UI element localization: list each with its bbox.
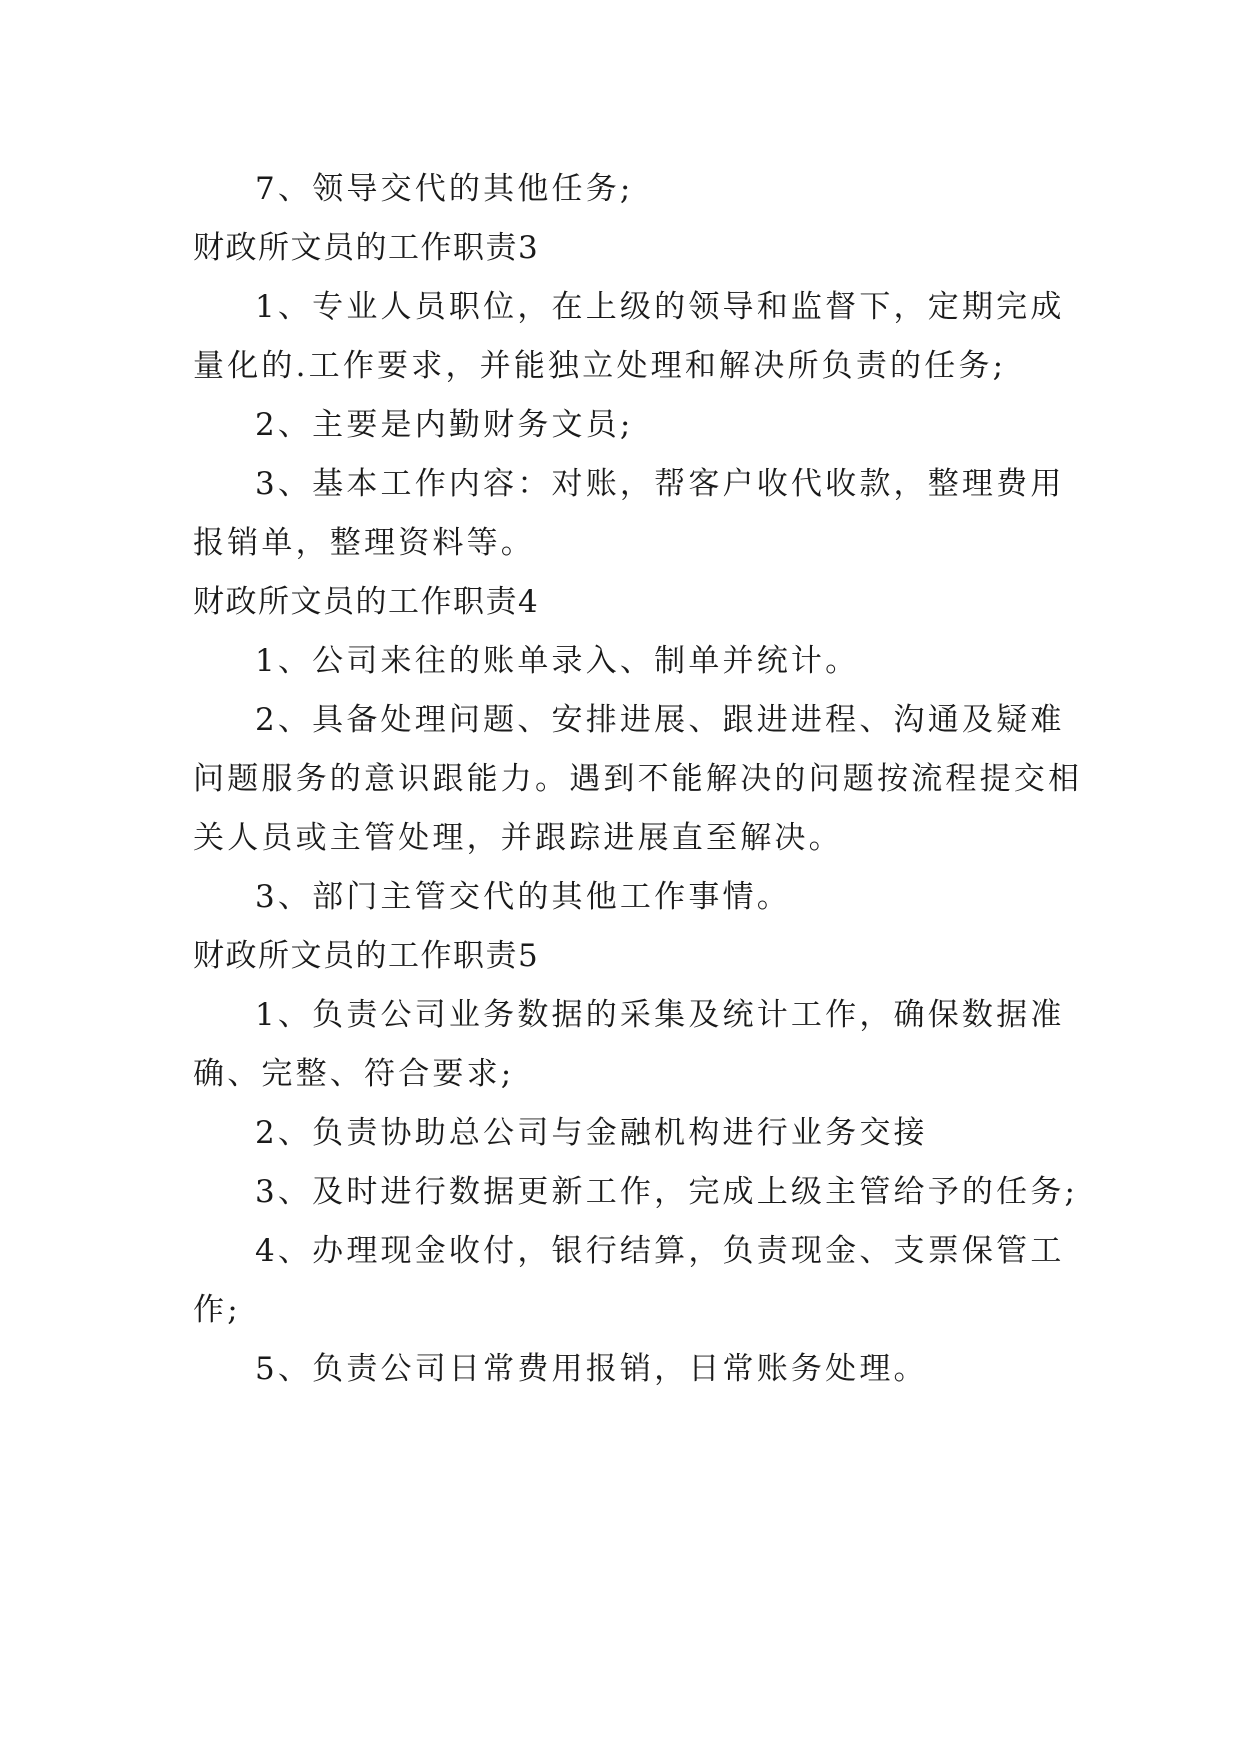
list-item: 2、具备处理问题、安排进展、跟进进程、沟通及疑难 xyxy=(255,702,1065,738)
section-heading: 财政所文员的工作职责3 xyxy=(193,230,540,266)
list-item: 3、基本工作内容：对账，帮客户收代收款，整理费用 xyxy=(255,466,1065,502)
list-item: 1、负责公司业务数据的采集及统计工作，确保数据准 xyxy=(255,997,1065,1033)
list-item: 2、主要是内勤财务文员; xyxy=(255,407,634,443)
list-item: 3、部门主管交代的其他工作事情。 xyxy=(255,879,791,915)
section-heading: 财政所文员的工作职责4 xyxy=(193,584,540,620)
list-item-continuation: 问题服务的意识跟能力。遇到不能解决的问题按流程提交相 xyxy=(193,761,1083,797)
list-item: 7、领导交代的其他任务; xyxy=(255,171,634,207)
list-item: 1、专业人员职位，在上级的领导和监督下，定期完成 xyxy=(255,289,1065,325)
list-item-continuation: 量化的.工作要求，并能独立处理和解决所负责的任务; xyxy=(193,348,1007,384)
list-item: 1、公司来往的账单录入、制单并统计。 xyxy=(255,643,860,679)
list-item: 4、办理现金收付，银行结算，负责现金、支票保管工 xyxy=(255,1233,1065,1269)
list-item-continuation: 作; xyxy=(193,1292,241,1328)
section-heading: 财政所文员的工作职责5 xyxy=(193,938,540,974)
list-item: 5、负责公司日常费用报销，日常账务处理。 xyxy=(255,1351,928,1387)
document-body xyxy=(193,160,1083,1399)
list-item-continuation: 关人员或主管处理，并跟踪进展直至解决。 xyxy=(193,820,843,856)
list-item-continuation: 报销单，整理资料等。 xyxy=(193,525,535,561)
list-item-continuation: 确、完整、符合要求; xyxy=(193,1056,515,1092)
list-item: 2、负责协助总公司与金融机构进行业务交接 xyxy=(255,1115,928,1151)
list-item: 3、及时进行数据更新工作，完成上级主管给予的任务; xyxy=(255,1174,1079,1210)
